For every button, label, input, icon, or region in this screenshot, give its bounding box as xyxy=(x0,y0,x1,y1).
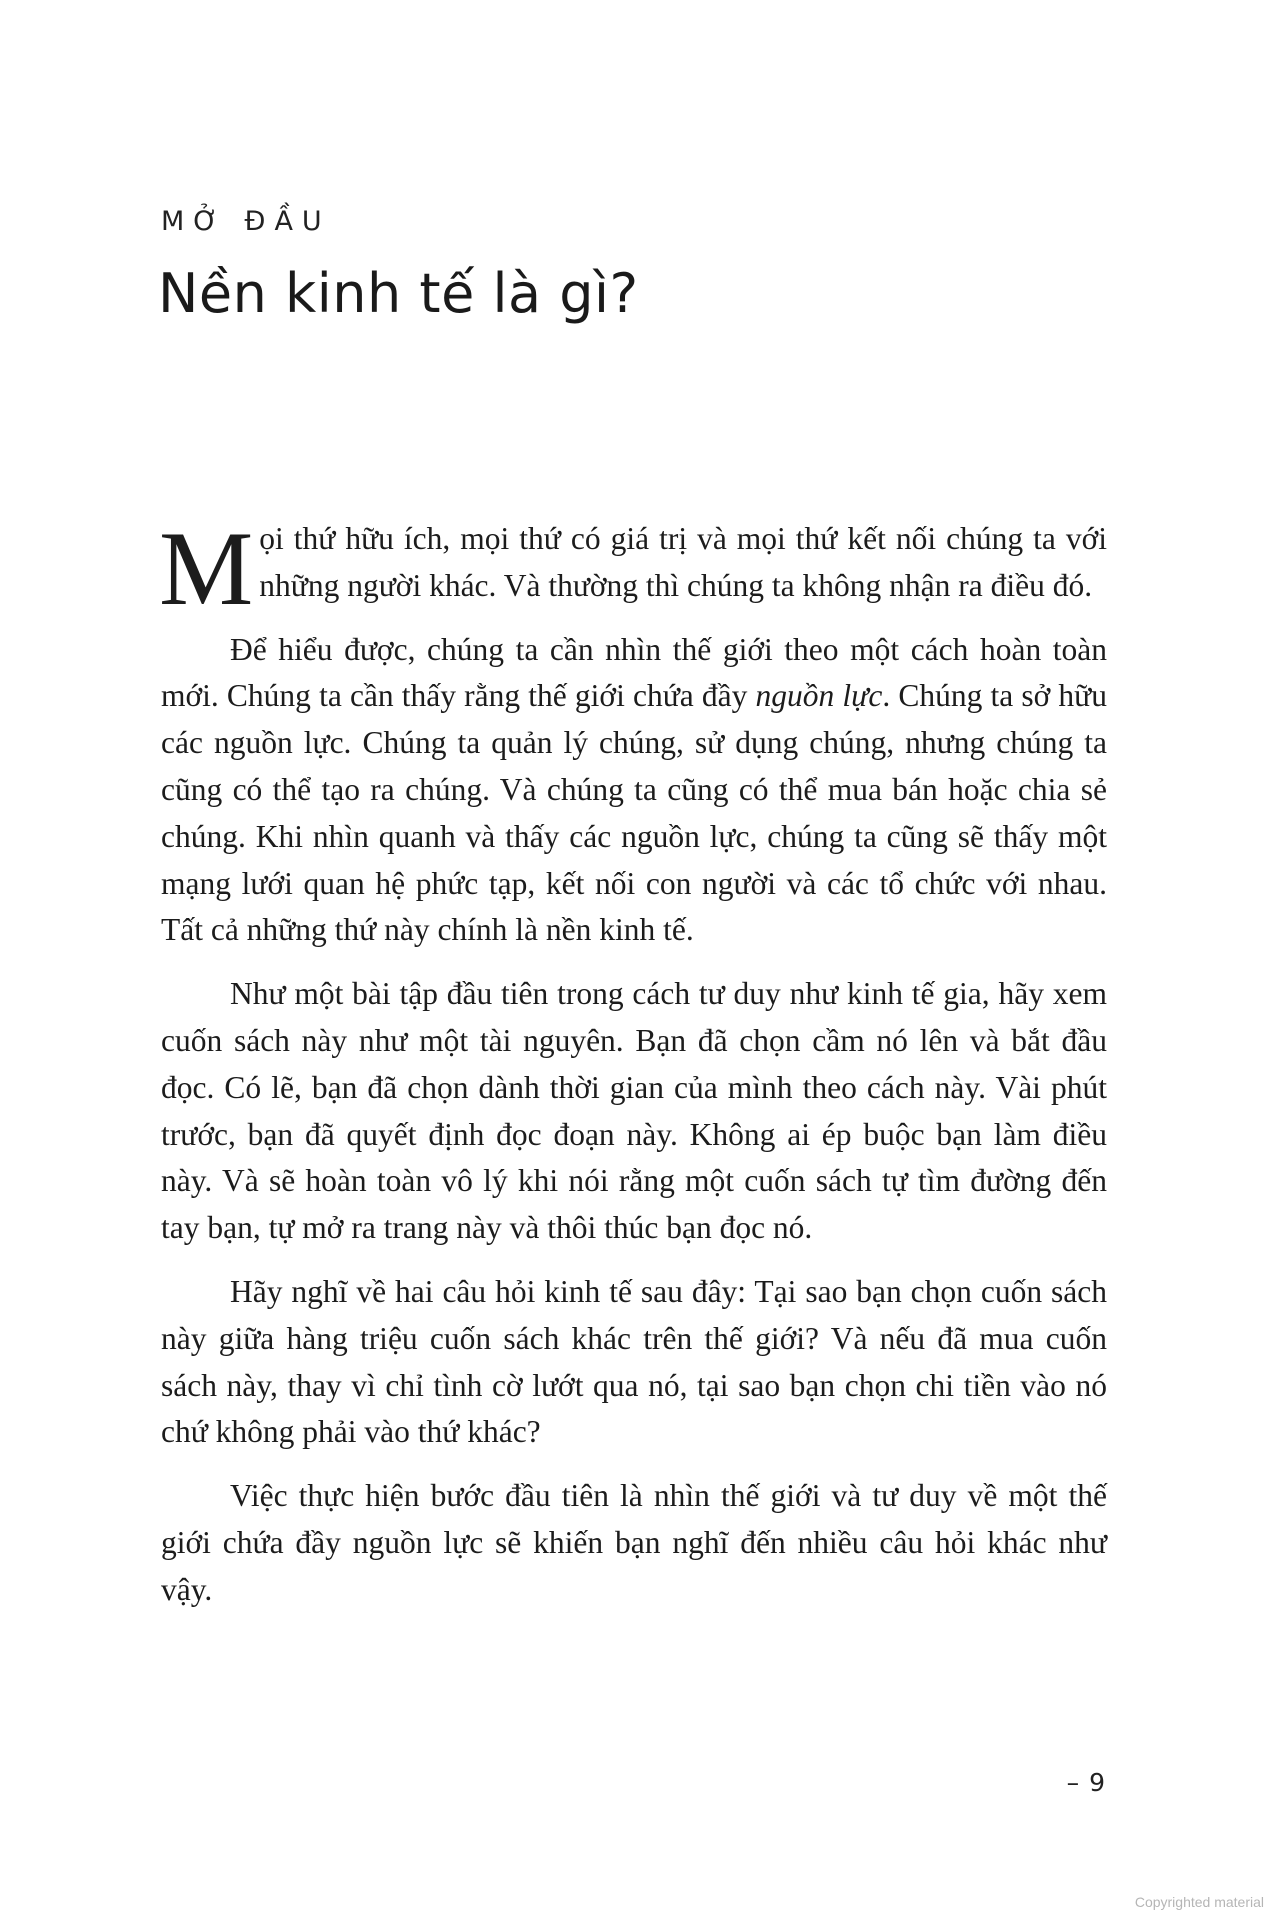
chapter-title: Nền kinh tế là gì? xyxy=(158,262,639,325)
paragraph-2 xyxy=(161,627,1107,955)
paragraph-1 xyxy=(159,510,1107,627)
paragraph-4: Hãy nghĩ về hai câu hỏi kinh tế sau đây: Tại sao bạn chọn cuốn sách này giữa hàng triệu cuốn sách khác trên thế giới? Và nếu đã mua cuốn sách này, thay vì chỉ tình cờ lướt qua nó, tại sao bạn chọn chi tiền vào nó chứ không phải vào thứ khác? xyxy=(161,1273,1107,1450)
chapter-label: MỞ ĐẦU xyxy=(161,206,331,237)
copyright-notice: Copyrighted material xyxy=(1134,1894,1264,1910)
page-number: – 9 xyxy=(1066,1768,1106,1797)
body-text xyxy=(159,510,1107,1631)
paragraph-1-text: ọi thứ hữu ích, mọi thứ có giá trị và mọi thứ kết nối chúng ta với những người khác. Và thường thì chúng ta không nhận ra điều đó. xyxy=(259,521,1107,603)
drop-cap: M xyxy=(159,510,254,627)
paragraph-5: Việc thực hiện bước đầu tiên là nhìn thế giới và tư duy về một thế giới chứa đầy nguồn lực sẽ khiến bạn nghĩ đến nhiều câu hỏi khác như vậy. xyxy=(161,1478,1107,1607)
paragraph-2-emphasis: nguồn lực xyxy=(755,678,883,714)
paragraph-3: Như một bài tập đầu tiên trong cách tư duy như kinh tế gia, hãy xem cuốn sách này như một tài nguyên. Bạn đã chọn cầm nó lên và bắt đầu đọc. Có lẽ, bạn đã chọn dành thời gian của mình theo cách này. Vài phút trước, bạn đã quyết định đọc đoạn này. Không ai ép buộc bạn làm điều này. Và sẽ hoàn toàn vô lý khi nói rằng một cuốn sách tự tìm đường đến tay bạn, tự mở ra trang này và thôi thúc bạn đọc nó. xyxy=(161,976,1107,1246)
paragraph-2-text-start: Để hiểu được, chúng ta cần nhìn thế giới theo một cách hoàn toàn mới. Chúng ta cần thấy rằng thế giới chứa đầy xyxy=(161,631,1107,714)
paragraph-2-text-end: . Chúng ta sở hữu các nguồn lực. Chúng ta quản lý chúng, sử dụng chúng, nhưng chúng ta cũng có thể tạo ra chúng. Và chúng ta cũng có thể mua bán hoặc chia sẻ chúng. Khi nhìn quanh và thấy các nguồn lực, chúng ta cũng sẽ thấy một mạng lưới quan hệ phức tạp, kết nối con người và các tổ chức với nhau. Tất cả những thứ này chính là nền kinh tế. xyxy=(161,678,1107,948)
